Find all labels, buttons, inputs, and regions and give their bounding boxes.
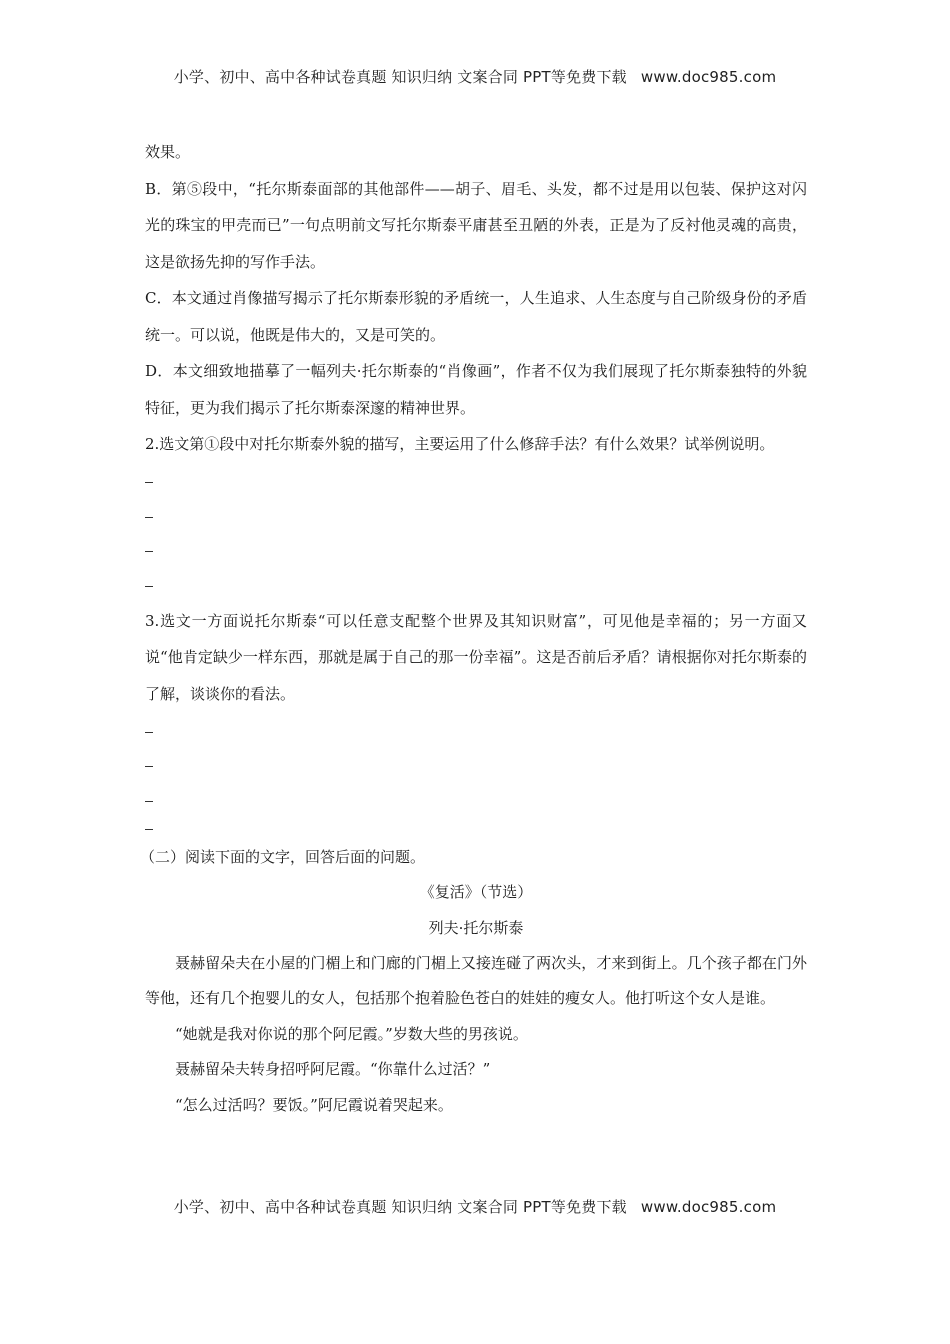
passage-paragraph: 聂赫留朵夫在小屋的门楣上和门廊的门楣上又接连碰了两次头，才来到街上。几个孩子都在门外等他，还有几个抱婴儿的女人，包括那个抱着脸色苍白的娃娃的瘦女人。他打听这个女人是谁。 [145, 953, 807, 1007]
passage-title: 《复活》（节选） [419, 882, 533, 901]
header-text: 小学、初中、高中各种试卷真题 知识归纳 文案合同 PPT等免费下载 [173, 68, 627, 86]
passage-paragraph: 聂赫留朵夫转身招呼阿尼霞。“你靠什么过活？” [175, 1060, 491, 1078]
page-header [0, 66, 950, 87]
answer-line[interactable] [145, 714, 807, 749]
answer-lines-q3 [145, 714, 807, 840]
header-url[interactable]: www.doc985.com [640, 68, 777, 86]
footer-url[interactable]: www.doc985.com [640, 1198, 777, 1216]
section-2-heading: （二）阅读下面的文字，回答后面的问题。 [140, 847, 426, 866]
answer-line[interactable] [145, 783, 807, 818]
option-d: D．本文细致地描摹了一幅列夫·托尔斯泰的“肖像画”，作者不仅为我们展现了托尔斯泰独特的外貌特征，更为我们揭示了托尔斯泰深邃的精神世界。 [145, 362, 807, 417]
answer-line[interactable] [145, 818, 807, 840]
answer-line[interactable] [145, 465, 807, 500]
answer-line[interactable] [145, 534, 807, 569]
page-footer [0, 1196, 950, 1217]
question-3: 3.选文一方面说托尔斯泰“可以任意支配整个世界及其知识财富”，可见他是幸福的；另一方面又说“他肯定缺少一样东西，那就是属于自己的那一份幸福”。这是否前后矛盾？请根据你对托尔斯泰的了解，谈谈你的看法。 [145, 611, 807, 703]
footer-text: 小学、初中、高中各种试卷真题 知识归纳 文案合同 PPT等免费下载 [173, 1198, 627, 1216]
passage-author: 列夫·托尔斯泰 [428, 918, 524, 937]
answer-line[interactable] [145, 749, 807, 784]
option-b: B．第⑤段中，“托尔斯泰面部的其他部件——胡子、眉毛、头发，都不过是用以包装、保护这对闪光的珠宝的甲壳而已”一句点明前文写托尔斯泰平庸甚至丑陋的外表，正是为了反衬他灵魂的高贵，这是欲扬先抑的写作手法。 [145, 179, 807, 271]
document-body [140, 134, 807, 1123]
passage-paragraph: “她就是我对你说的那个阿尼霞。”岁数大些的男孩说。 [175, 1024, 528, 1043]
option-c: C．本文通过肖像描写揭示了托尔斯泰形貌的矛盾统一，人生追求、人生态度与自己阶级身份的矛盾统一。可以说，他既是伟大的，又是可笑的。 [145, 289, 807, 344]
answer-lines-q2 [145, 465, 807, 603]
passage-paragraph: “怎么过活吗？要饭。”阿尼霞说着哭起来。 [175, 1095, 453, 1114]
answer-line[interactable] [145, 499, 807, 534]
paragraph-effect: 效果。 [145, 143, 191, 161]
question-2: 2.选文第①段中对托尔斯泰外貌的描写，主要运用了什么修辞手法？有什么效果？试举例说明。 [145, 435, 775, 453]
answer-line[interactable] [145, 568, 807, 603]
